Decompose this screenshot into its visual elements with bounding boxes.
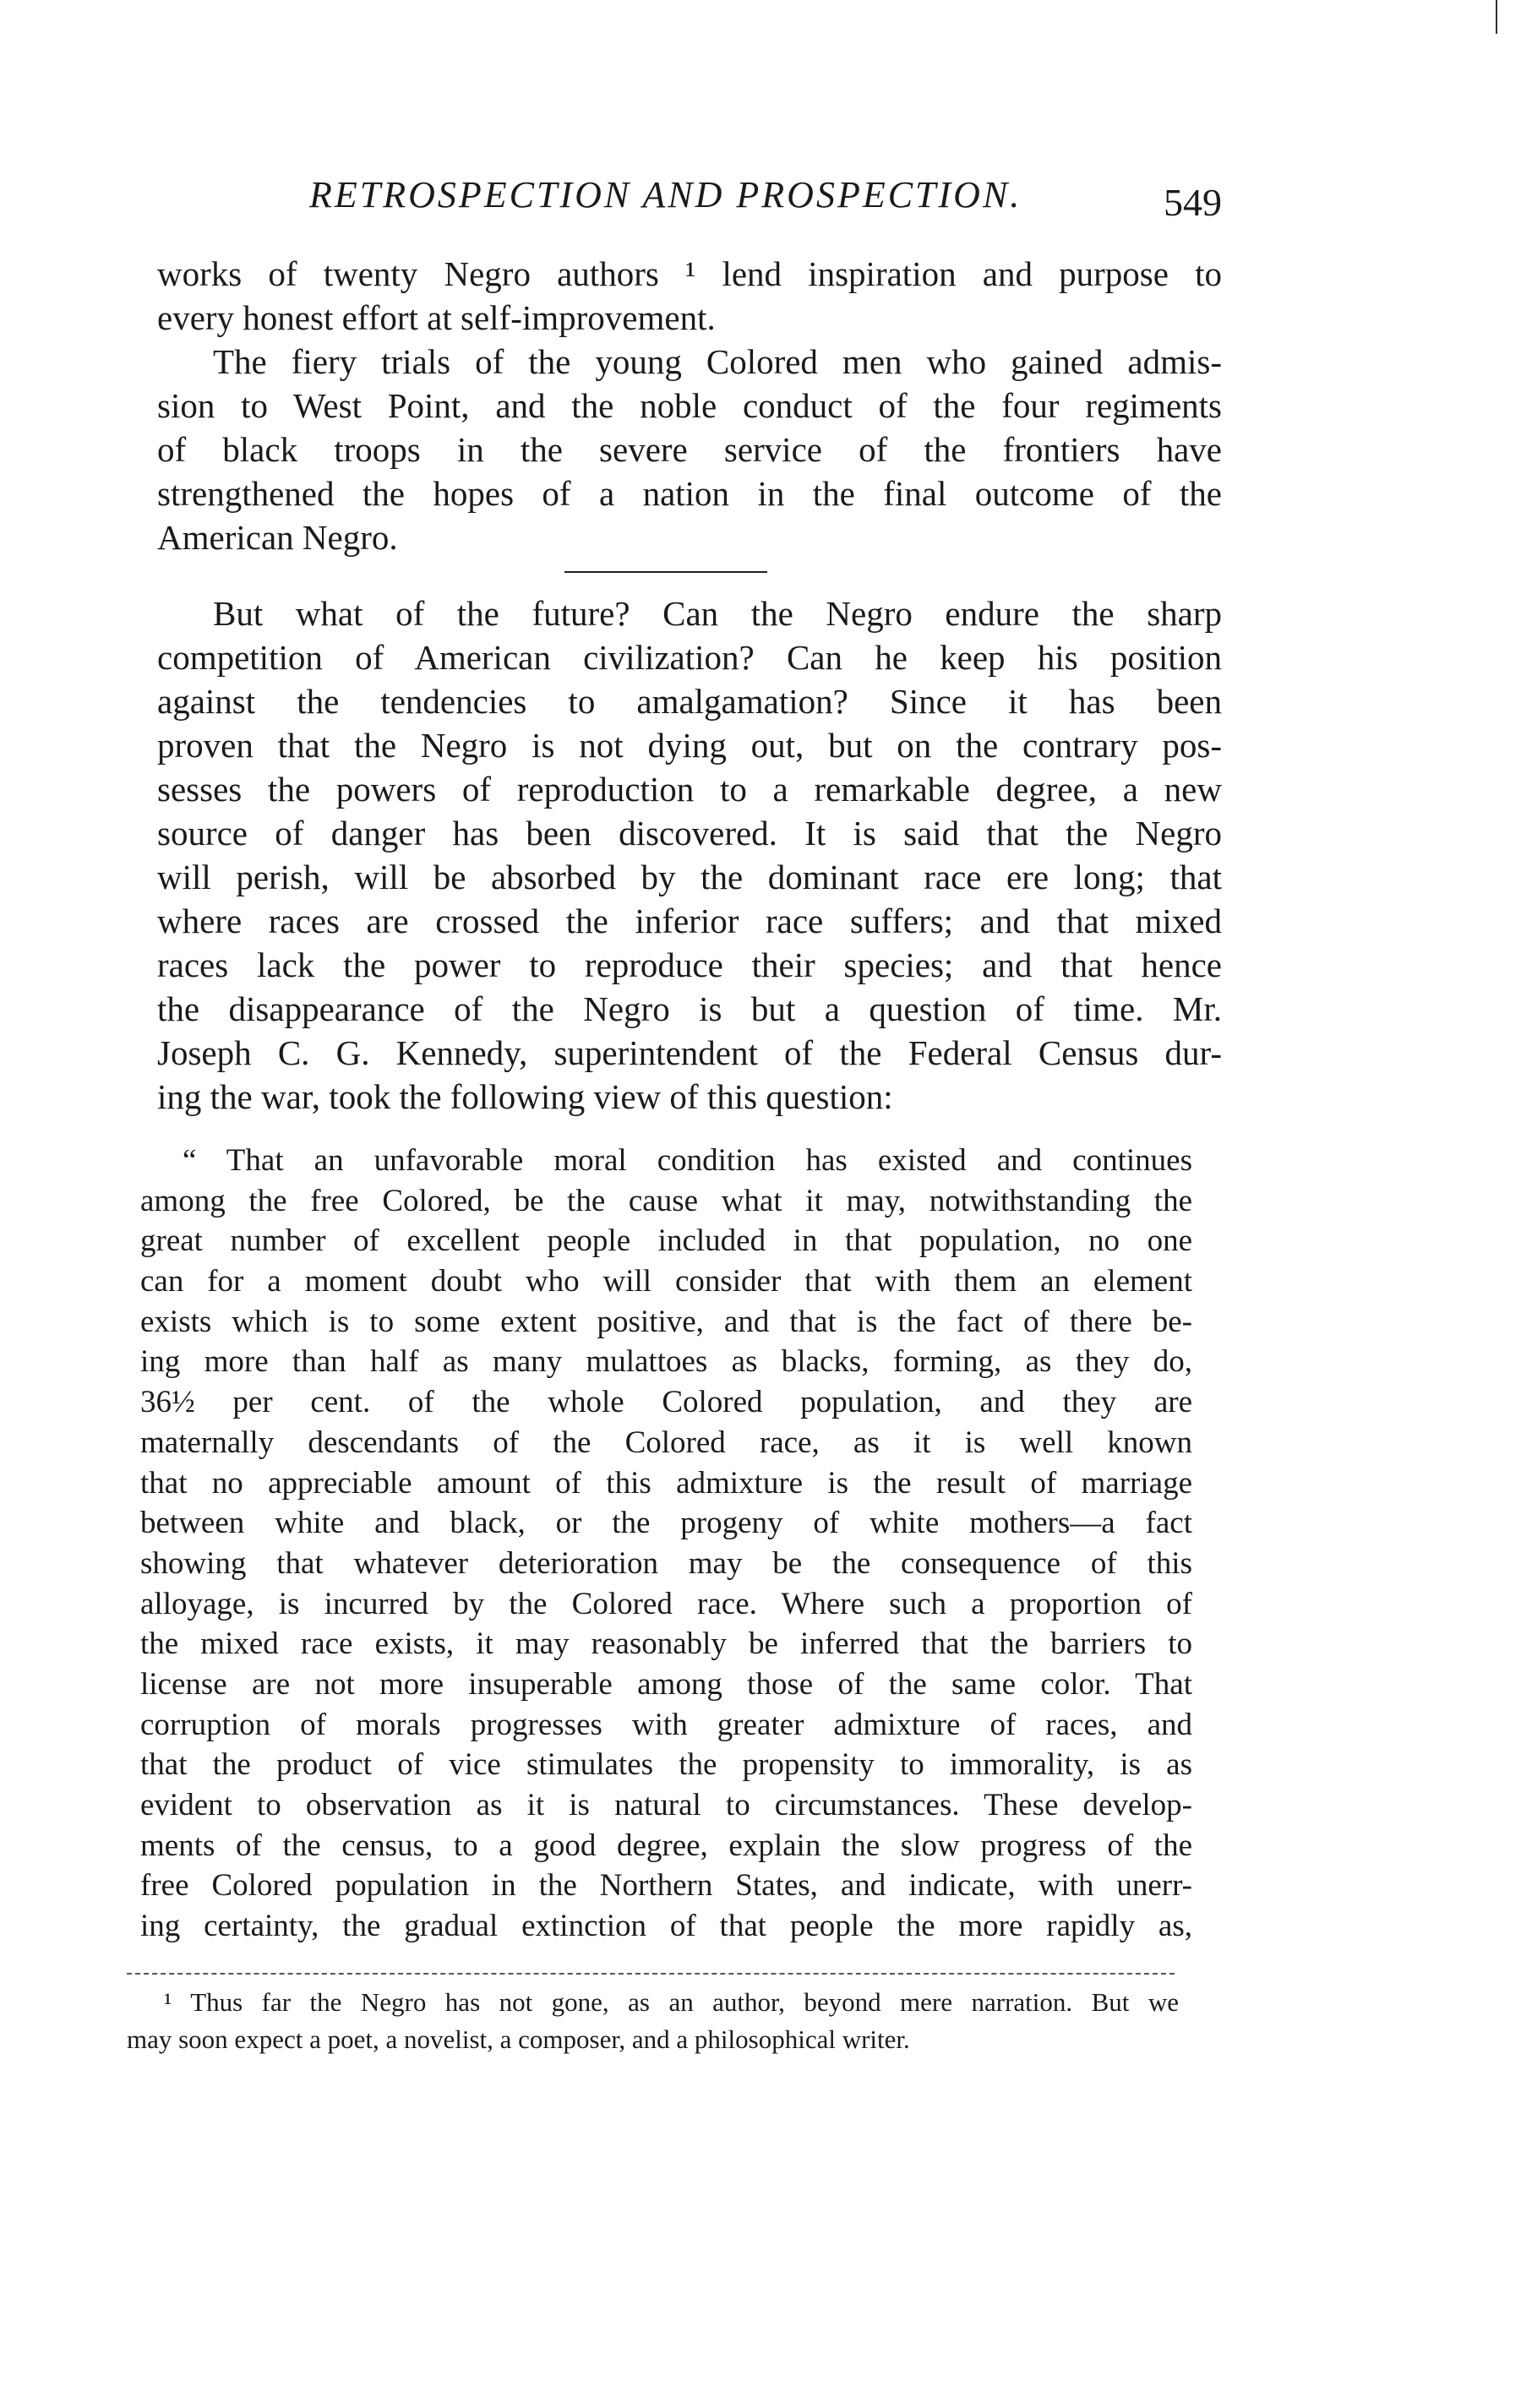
text-line: The fiery trials of the young Colored men who gained admis-	[213, 342, 1222, 381]
quote-line: ing more than half as many mulattoes as blacks, forming, as they do,	[140, 1344, 1192, 1380]
footnote-line: may soon expect a poet, a novelist, a composer, and a philosophical writer.	[127, 2024, 910, 2054]
quote-line: ing certainty, the gradual extinction of that people the more rapidly as,	[140, 1909, 1192, 1944]
text-line: ing the war, took the following view of this question:	[157, 1077, 893, 1116]
quote-line: evident to observation as it is natural to circumstances. These develop-	[140, 1788, 1192, 1822]
text-line: where races are crossed the inferior race suffers; and that mixed	[157, 902, 1222, 940]
text-line: against the tendencies to amalgamation? Since it has been	[157, 682, 1222, 721]
quote-line: great number of excellent people included in that population, no one	[140, 1223, 1192, 1259]
text-line: American Negro.	[157, 518, 398, 557]
quote-line: “ That an unfavorable moral condition has existed and continues	[183, 1143, 1192, 1178]
quote-line: the mixed race exists, it may reasonably be inferred that the barriers to	[140, 1626, 1192, 1662]
text-line: of black troops in the severe service of the frontiers have	[157, 430, 1222, 469]
quote-line: free Colored population in the Northern States, and indicate, with unerr-	[140, 1868, 1192, 1904]
quote-line: that no appreciable amount of this admixture is the result of marriage	[140, 1465, 1192, 1501]
paragraph-west-point	[157, 340, 1222, 559]
section-divider	[564, 571, 767, 573]
text-line: strengthened the hopes of a nation in the final outcome of the	[157, 474, 1222, 513]
text-line: the disappearance of the Negro is but a question of time. Mr.	[157, 989, 1222, 1028]
text-line: races lack the power to reproduce their species; and that hence	[157, 945, 1222, 984]
quote-line: that the product of vice stimulates the propensity to immorality, is as	[140, 1747, 1192, 1783]
footnote-line: ¹ Thus far the Negro has not gone, as an author, beyond mere narration. But we	[164, 1987, 1179, 2017]
text-line: competition of American civilization? Can he keep his position	[157, 638, 1222, 677]
page-number: 549	[1164, 181, 1222, 224]
footnote	[127, 1984, 1179, 2058]
quote-line: showing that whatever deterioration may be the consequence of this	[140, 1545, 1192, 1581]
text-line: sesses the powers of reproduction to a remarkable degree, a new	[157, 770, 1222, 809]
scan-edge-mark	[1496, 0, 1497, 34]
running-head	[157, 173, 1222, 224]
paragraph-continuation	[157, 252, 1222, 340]
footnote-rule	[127, 1973, 1175, 1975]
quote-line: between white and black, or the progeny of white mothers—a fact	[140, 1506, 1192, 1541]
quote-line: exists which is to some extent positive, and that is the fact of there be-	[140, 1304, 1192, 1339]
quote-line: among the free Colored, be the cause what it may, notwithstanding the	[140, 1183, 1192, 1218]
quote-line: maternally descendants of the Colored race, as it is well known	[140, 1425, 1192, 1460]
quote-line: corruption of morals progresses with greater admixture of races, and	[140, 1707, 1192, 1742]
quote-line: can for a moment doubt who will consider that with them an element	[140, 1264, 1192, 1299]
text-line: source of danger has been discovered. It is said that the Negro	[157, 814, 1222, 853]
text-line: proven that the Negro is not dying out, but on the contrary pos-	[157, 726, 1222, 765]
text-line: Joseph C. G. Kennedy, superintendent of the Federal Census dur-	[157, 1033, 1222, 1072]
running-title: RETROSPECTION AND PROSPECTION.	[309, 174, 1022, 215]
paragraph-future	[157, 591, 1222, 1119]
text-line: will perish, will be absorbed by the dominant race ere long; that	[157, 858, 1222, 896]
text-line: sion to West Point, and the noble conduct of the four regiments	[157, 386, 1222, 425]
quote-line: ments of the census, to a good degree, explain the slow progress of the	[140, 1828, 1192, 1863]
text-line: works of twenty Negro authors ¹ lend inspiration and purpose to	[157, 254, 1222, 293]
block-quote	[140, 1141, 1192, 1947]
quote-line: 36½ per cent. of the whole Colored population, and they are	[140, 1385, 1192, 1420]
text-line: every honest effort at self-improvement.	[157, 298, 716, 337]
quote-line: alloyage, is incurred by the Colored race. Where such a proportion of	[140, 1586, 1192, 1621]
quote-line: license are not more insuperable among those of the same color. That	[140, 1666, 1192, 1702]
text-line: But what of the future? Can the Negro endure the sharp	[213, 594, 1222, 633]
